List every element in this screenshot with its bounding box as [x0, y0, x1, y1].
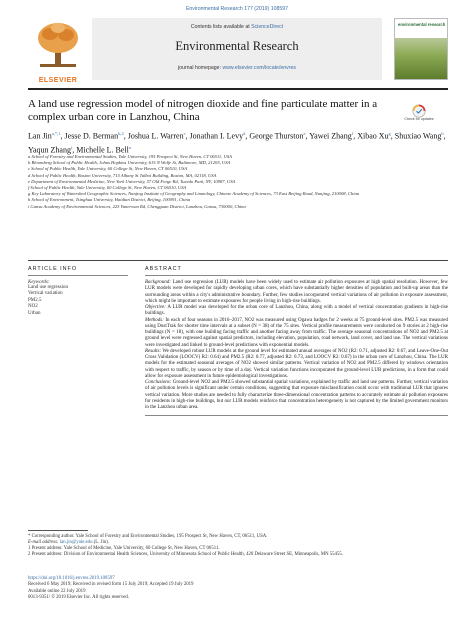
- email-suffix: (L. Jin).: [92, 539, 109, 545]
- available-online: Available online 22 July 2019: [28, 588, 86, 594]
- abstract-results: [145, 349, 448, 380]
- author-separator: ,: [185, 131, 190, 141]
- methods-text: In each of four seasons in 2016–2017, NO2 was measured using Ogawa badges for 2 weeks at 75 ground-level sites. PM2.5 was measured using DustTrak for shorter time intervals at a subset (N = 38) of the 75 sites. Vertical profile measurements were conducted on 9 stories at 2 high-rise buildings (N = 18), with one building facing traffic and another facing away from traffic. The average seasonal concentrations of NO2 and PM2.5 at ground level were regressed against spatial predictors, including elevation, population, road network, land cover, and land use. The vertical variations were investigated and linked to ground-level predictions with exponential models.: [145, 317, 448, 348]
- affiliation-item: a School of Forestry and Environmental Studies, Yale University, 195 Prospect St, New Haven, CT 06511, USA: [28, 154, 232, 159]
- objective-text: A LUR model was developed for the urban core of Lanzhou, China, along with a model of vertical concentration gradients in high-rise buildings.: [145, 305, 448, 317]
- abstract-column: [145, 266, 448, 416]
- abstract-background: [145, 280, 448, 305]
- journal-homepage-link[interactable]: www.elsevier.com/locate/envres: [222, 65, 296, 71]
- section-divider: [28, 260, 448, 261]
- article-title: A land use regression model of nitrogen dioxide and fine particulate matter in a complex urban core in Lanzhou, China: [28, 98, 378, 123]
- article-info-heading: ARTICLE INFO: [28, 266, 128, 276]
- elsevier-tree-icon: [34, 20, 82, 70]
- author-name[interactable]: Michelle L. Bell: [76, 145, 129, 155]
- received-dates: Received 6 May 2019; Received in revised form 15 July 2019; Accepted 19 July 2019: [28, 582, 194, 588]
- present-address-note-1: 1 Present address: Yale School of Medicine, Yale University, 60 College St, New Haven, CT 06511.: [28, 546, 220, 552]
- corresponding-author-note: * Corresponding author. Yale School of Forestry and Environmental Studies, 195 Prospect St, New Haven, CT, 06511, USA.: [28, 533, 268, 539]
- results-label: Results:: [145, 348, 162, 354]
- background-label: Background:: [145, 280, 171, 285]
- author-name[interactable]: Shuxiao Wang: [394, 131, 442, 141]
- author-list: [28, 128, 448, 155]
- affiliation-item: c School of Public Health, Yale University, 60 College St, New Haven, CT 06510, USA: [28, 166, 188, 172]
- journal-cover-thumbnail[interactable]: [394, 18, 448, 80]
- elsevier-logo[interactable]: [28, 18, 88, 84]
- author-name[interactable]: Lan Jin: [28, 131, 52, 141]
- background-text: Land use regression (LUR) models have been widely used to estimate air pollution exposures at high spatial resolution. However, few LUR models were developed for rapidly developing urban cores, which have substantially higher densities of population and built-up areas than the surrounding areas within a city's administrative boundary. Further, few studies incorporated vertical variations of air pollution in exposure assessment, which might be important to estimate exposures for people living in high-rise buildings.: [145, 280, 449, 304]
- author-affiliation-mark[interactable]: f: [351, 131, 354, 136]
- affiliation-item: i Gansu Academy of Environmental Sciences, 225 Yanerwan Rd, Chengguan District, Lanzhou, Gansu, 730000, China: [28, 203, 246, 209]
- abstract-body: [145, 280, 448, 411]
- homepage-line: [92, 65, 382, 71]
- author-separator: ,: [60, 131, 65, 141]
- author-name[interactable]: George Thurston: [249, 131, 304, 141]
- author-name[interactable]: Yaqun Zhang: [28, 145, 71, 155]
- publication-info: [28, 576, 448, 601]
- affiliation-item: b Bloomberg School of Public Health, Johns Hopkins University, 615 N Wolfe St, Baltimore, MD, 21205, USA: [28, 160, 231, 166]
- journal-title: Environmental Research: [175, 39, 299, 53]
- abstract-objective: [145, 305, 448, 318]
- author-affiliation-mark[interactable]: a,*,1: [51, 131, 61, 136]
- conclusions-text: Ground-level NO2 and PM2.5 showed substantial spatial variations, explained by traffic and land use patterns. Further, vertical variation of air pollution levels is significant under certain conditions, suggesting that exposure misclassification could occur with traditional LUR that ignores vertical variation. More studies are needed to fully characterize three-dimensional concentration patterns to accurately estimate air pollution exposures for residents in high-rise buildings, but our LUR models reinforce that concentration heterogeneity is not captured by the limited government monitors in the Lanzhou urban area.: [145, 380, 448, 410]
- affiliation-item: e Department of Environmental Medicine, New York University, 57 Old Forge Rd, Tuxedo Park, NY, 10987, USA: [28, 178, 236, 184]
- keyword-item: NO2: [28, 304, 38, 310]
- affiliation-item: d School of Public Health, Boston University, 715 Albany St Talbot Building, Boston, MA, 02118, USA: [28, 172, 217, 178]
- author-separator: ,: [390, 131, 395, 141]
- methods-label: Methods:: [145, 317, 164, 323]
- author-separator: ,: [123, 131, 128, 141]
- email-label: E-mail address:: [28, 539, 60, 545]
- objective-label: Objective:: [145, 305, 166, 310]
- abstract-end-rule: [145, 415, 448, 416]
- header-divider: [28, 88, 448, 90]
- abstract-heading: ABSTRACT: [145, 266, 448, 276]
- author-affiliation-mark[interactable]: g: [388, 131, 391, 136]
- footnotes: [28, 530, 448, 559]
- check-updates-label: Check for updates: [404, 117, 434, 121]
- check-for-updates-badge[interactable]: [404, 104, 434, 130]
- author-name[interactable]: Jonathan I. Levy: [189, 131, 244, 141]
- author-name[interactable]: Jesse D. Berman: [64, 131, 119, 141]
- author-separator: ,: [305, 131, 310, 141]
- author-name[interactable]: Joshua L. Warren: [127, 131, 184, 141]
- author-name[interactable]: Xibao Xu: [357, 131, 389, 141]
- author-affiliation-mark[interactable]: i: [70, 144, 73, 150]
- keyword-item: Land use regression: [28, 285, 68, 290]
- publisher-name: ELSEVIER: [38, 77, 78, 84]
- keyword-item: Vertical variation: [28, 291, 63, 297]
- doi-link[interactable]: https://doi.org/10.1016/j.envres.2019.108597: [28, 576, 115, 581]
- author-separator: ,: [245, 131, 250, 141]
- contents-prefix: Contents lists available at: [190, 24, 252, 30]
- author-affiliation-mark[interactable]: b,2: [118, 131, 124, 136]
- affiliation-list: [28, 154, 448, 210]
- journal-banner: [92, 18, 382, 80]
- email-link[interactable]: lan.jin@yale.edu: [59, 539, 93, 545]
- author-affiliation-mark[interactable]: e: [303, 131, 306, 136]
- sciencedirect-link[interactable]: ScienceDirect: [251, 24, 284, 30]
- journal-reference[interactable]: Environmental Research 177 (2019) 108597: [185, 6, 289, 12]
- author-affiliation-mark[interactable]: c: [183, 131, 186, 136]
- results-text: We developed robust LUR models at the ground level for estimated annual averages of NO2 (R2: 0.71, adjusted R2: 0.67, and Leave-One-Out Cross Validation (LOOCV) R2: 0.64) and PM2.5 (R2: 0.77, adjusted R2: 0.73, and LOOCV R2: 0.67) in the urban core of Lanzhou, China. The LUR models for the estimated seasonal averages of NO2 showed similar patterns. Vertical variation of NO2 and PM2.5 differed by windows orientation with respect to traffic, by season or by time of a day. Vertical variation functions incorporated the ground-level LUR predictions, in a form that could allow for exposure assessment in future epidemiological investigations.: [145, 348, 448, 379]
- keyword-item: Urban: [28, 310, 41, 316]
- keyword-item: PM2.5: [28, 297, 42, 303]
- author-name[interactable]: Yawei Zhang: [309, 131, 352, 141]
- affiliation-item: f School of Public Health, Yale University, 60 College St, New Haven, CT 06510, USA: [28, 185, 187, 191]
- affiliation-item: h School of Environment, Tsinghua University, Haidian District, Beijing, 100091, China: [28, 197, 191, 203]
- homepage-prefix: journal homepage:: [178, 65, 223, 71]
- copyright: 0013-9351/ © 2019 Elsevier Inc. All rights reserved.: [28, 594, 130, 600]
- author-affiliation-mark[interactable]: d: [243, 131, 246, 136]
- abstract-methods: [145, 318, 448, 349]
- author-affiliation-mark[interactable]: a: [128, 144, 131, 150]
- article-info-column: [28, 266, 128, 317]
- keywords-label: Keywords:: [28, 280, 50, 285]
- footnote-rule: [28, 530, 88, 531]
- cover-title: environmental research: [398, 22, 446, 27]
- affiliation-item: g Key Laboratory of Watershed Geographic Sciences, Nanjing Institute of Geography and Limnology, Chinese Academy of Sciences, 73 East Beijing Road, Nanjing, 210008, China: [28, 191, 360, 197]
- conclusions-label: Conclusions:: [145, 380, 172, 385]
- author-separator: ,: [353, 131, 358, 141]
- author-separator: ,: [443, 131, 446, 141]
- author-affiliation-mark[interactable]: h: [441, 131, 444, 136]
- contents-line: [92, 24, 382, 30]
- present-address-note-2: 2 Present address: Division of Environmental Health Sciences, University of Minnesota School of Public Health, 420 Delaware Street SE, Minneapolis, MN 55455.: [28, 552, 343, 558]
- abstract-conclusions: [145, 380, 448, 411]
- journal-masthead: [28, 18, 448, 84]
- author-separator: ,: [72, 145, 77, 155]
- check-updates-icon: [412, 104, 426, 118]
